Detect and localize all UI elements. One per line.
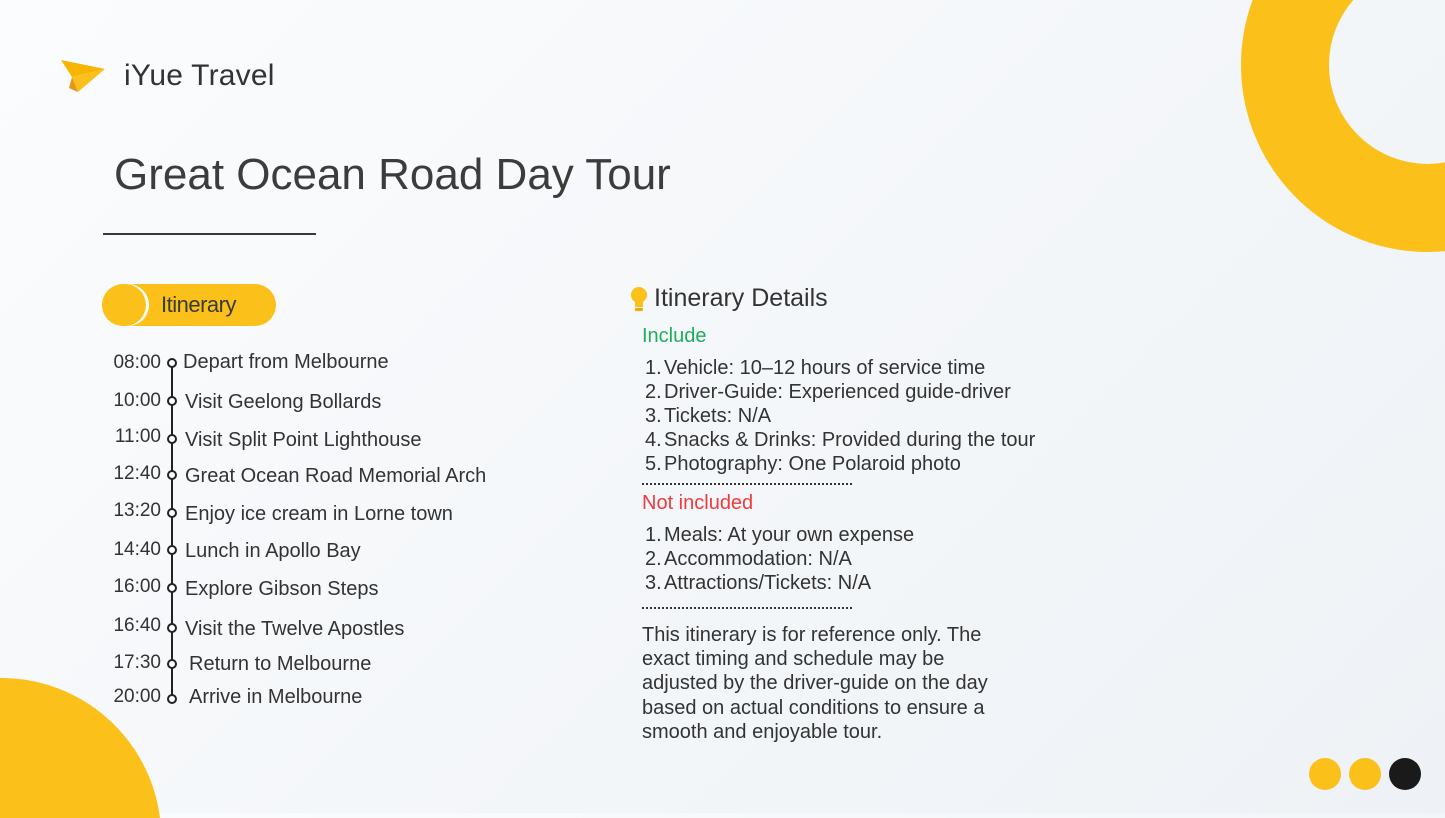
- timeline-node: [167, 434, 177, 444]
- title-underline: [103, 233, 316, 235]
- brand-name: iYue Travel: [124, 59, 275, 92]
- list-item: [645, 428, 1035, 452]
- timeline-time: 16:00: [113, 576, 161, 597]
- itinerary-tab: [102, 284, 276, 326]
- page-indicator: [1309, 758, 1421, 790]
- timeline-activity: Great Ocean Road Memorial Arch: [185, 465, 487, 487]
- timeline-time: 13:20: [113, 500, 161, 521]
- list-number: 2.: [645, 548, 662, 570]
- list-item: [645, 547, 914, 571]
- timeline-node: [167, 694, 177, 704]
- timeline-time: 08:00: [113, 352, 161, 373]
- list-text: Tickets: N/A: [664, 405, 772, 427]
- timeline-activity: Visit the Twelve Apostles: [185, 618, 405, 640]
- timeline-node: [167, 583, 177, 593]
- timeline-time: 10:00: [113, 390, 161, 411]
- list-number: 3.: [645, 572, 662, 594]
- lightbulb-icon: [628, 285, 650, 313]
- list-number: 4.: [645, 429, 662, 451]
- list-item: [645, 356, 1035, 380]
- timeline-activity: Visit Split Point Lighthouse: [185, 429, 422, 451]
- timeline-time: 16:40: [113, 615, 161, 636]
- list-item: [645, 571, 914, 595]
- list-number: 2.: [645, 381, 662, 403]
- dotted-divider: [642, 483, 852, 485]
- timeline-time: 12:40: [113, 463, 161, 484]
- include-list: [645, 356, 1035, 476]
- paper-plane-icon: [60, 58, 106, 94]
- list-text: Snacks & Drinks: Provided during the tour: [664, 429, 1036, 451]
- timeline-time: 17:30: [113, 652, 161, 673]
- timeline-node: [167, 545, 177, 555]
- timeline-node: [167, 358, 177, 368]
- list-number: 1.: [645, 524, 662, 546]
- decorative-ring: [1238, 0, 1445, 260]
- dotted-divider: [642, 607, 852, 609]
- include-label: Include: [642, 325, 707, 347]
- list-item: [645, 523, 914, 547]
- timeline-activity: Depart from Melbourne: [183, 351, 389, 373]
- timeline-time: 14:40: [113, 539, 161, 560]
- list-text: Attractions/Tickets: N/A: [664, 572, 872, 594]
- timeline-node: [167, 659, 177, 669]
- page-dot: [1309, 758, 1341, 790]
- details-header: [628, 284, 828, 313]
- list-text: Accommodation: N/A: [664, 548, 852, 570]
- disclaimer-note: This itinerary is for reference only. The exact timing and schedule may be adjusted by the driver-guide on the day based on actual conditions to ensure a smooth and enjoyable tour.: [642, 624, 988, 743]
- list-text: Vehicle: 10–12 hours of service time: [664, 357, 986, 379]
- list-number: 3.: [645, 405, 662, 427]
- details-title: Itinerary Details: [654, 284, 828, 312]
- timeline-node: [167, 508, 177, 518]
- brand: [60, 58, 275, 94]
- page-title: Great Ocean Road Day Tour: [114, 150, 671, 199]
- not-included-label: Not included: [642, 492, 754, 514]
- timeline-time: 20:00: [113, 686, 161, 707]
- timeline-activity: Enjoy ice cream in Lorne town: [185, 503, 453, 525]
- list-item: [645, 452, 1035, 476]
- list-item: [645, 380, 1035, 404]
- timeline-node: [167, 396, 177, 406]
- timeline-line: [171, 362, 173, 700]
- list-number: 5.: [645, 453, 662, 475]
- timeline-activity: Return to Melbourne: [189, 653, 372, 675]
- list-item: [645, 404, 1035, 428]
- timeline-activity: Explore Gibson Steps: [185, 578, 379, 600]
- list-text: Photography: One Polaroid photo: [664, 453, 961, 475]
- timeline-activity: Visit Geelong Bollards: [185, 391, 382, 413]
- itinerary-label: Itinerary: [161, 292, 236, 317]
- timeline-node: [167, 623, 177, 633]
- timeline-node: [167, 470, 177, 480]
- timeline-activity: Arrive in Melbourne: [189, 686, 363, 708]
- timeline-time: 11:00: [114, 426, 161, 447]
- list-text: Meals: At your own expense: [664, 524, 915, 546]
- list-text: Driver-Guide: Experienced guide-driver: [664, 381, 1011, 403]
- page-dot: [1349, 758, 1381, 790]
- page-dot: [1389, 758, 1421, 790]
- list-number: 1.: [645, 357, 662, 379]
- timeline-activity: Lunch in Apollo Bay: [185, 540, 361, 562]
- not-included-list: [645, 523, 914, 595]
